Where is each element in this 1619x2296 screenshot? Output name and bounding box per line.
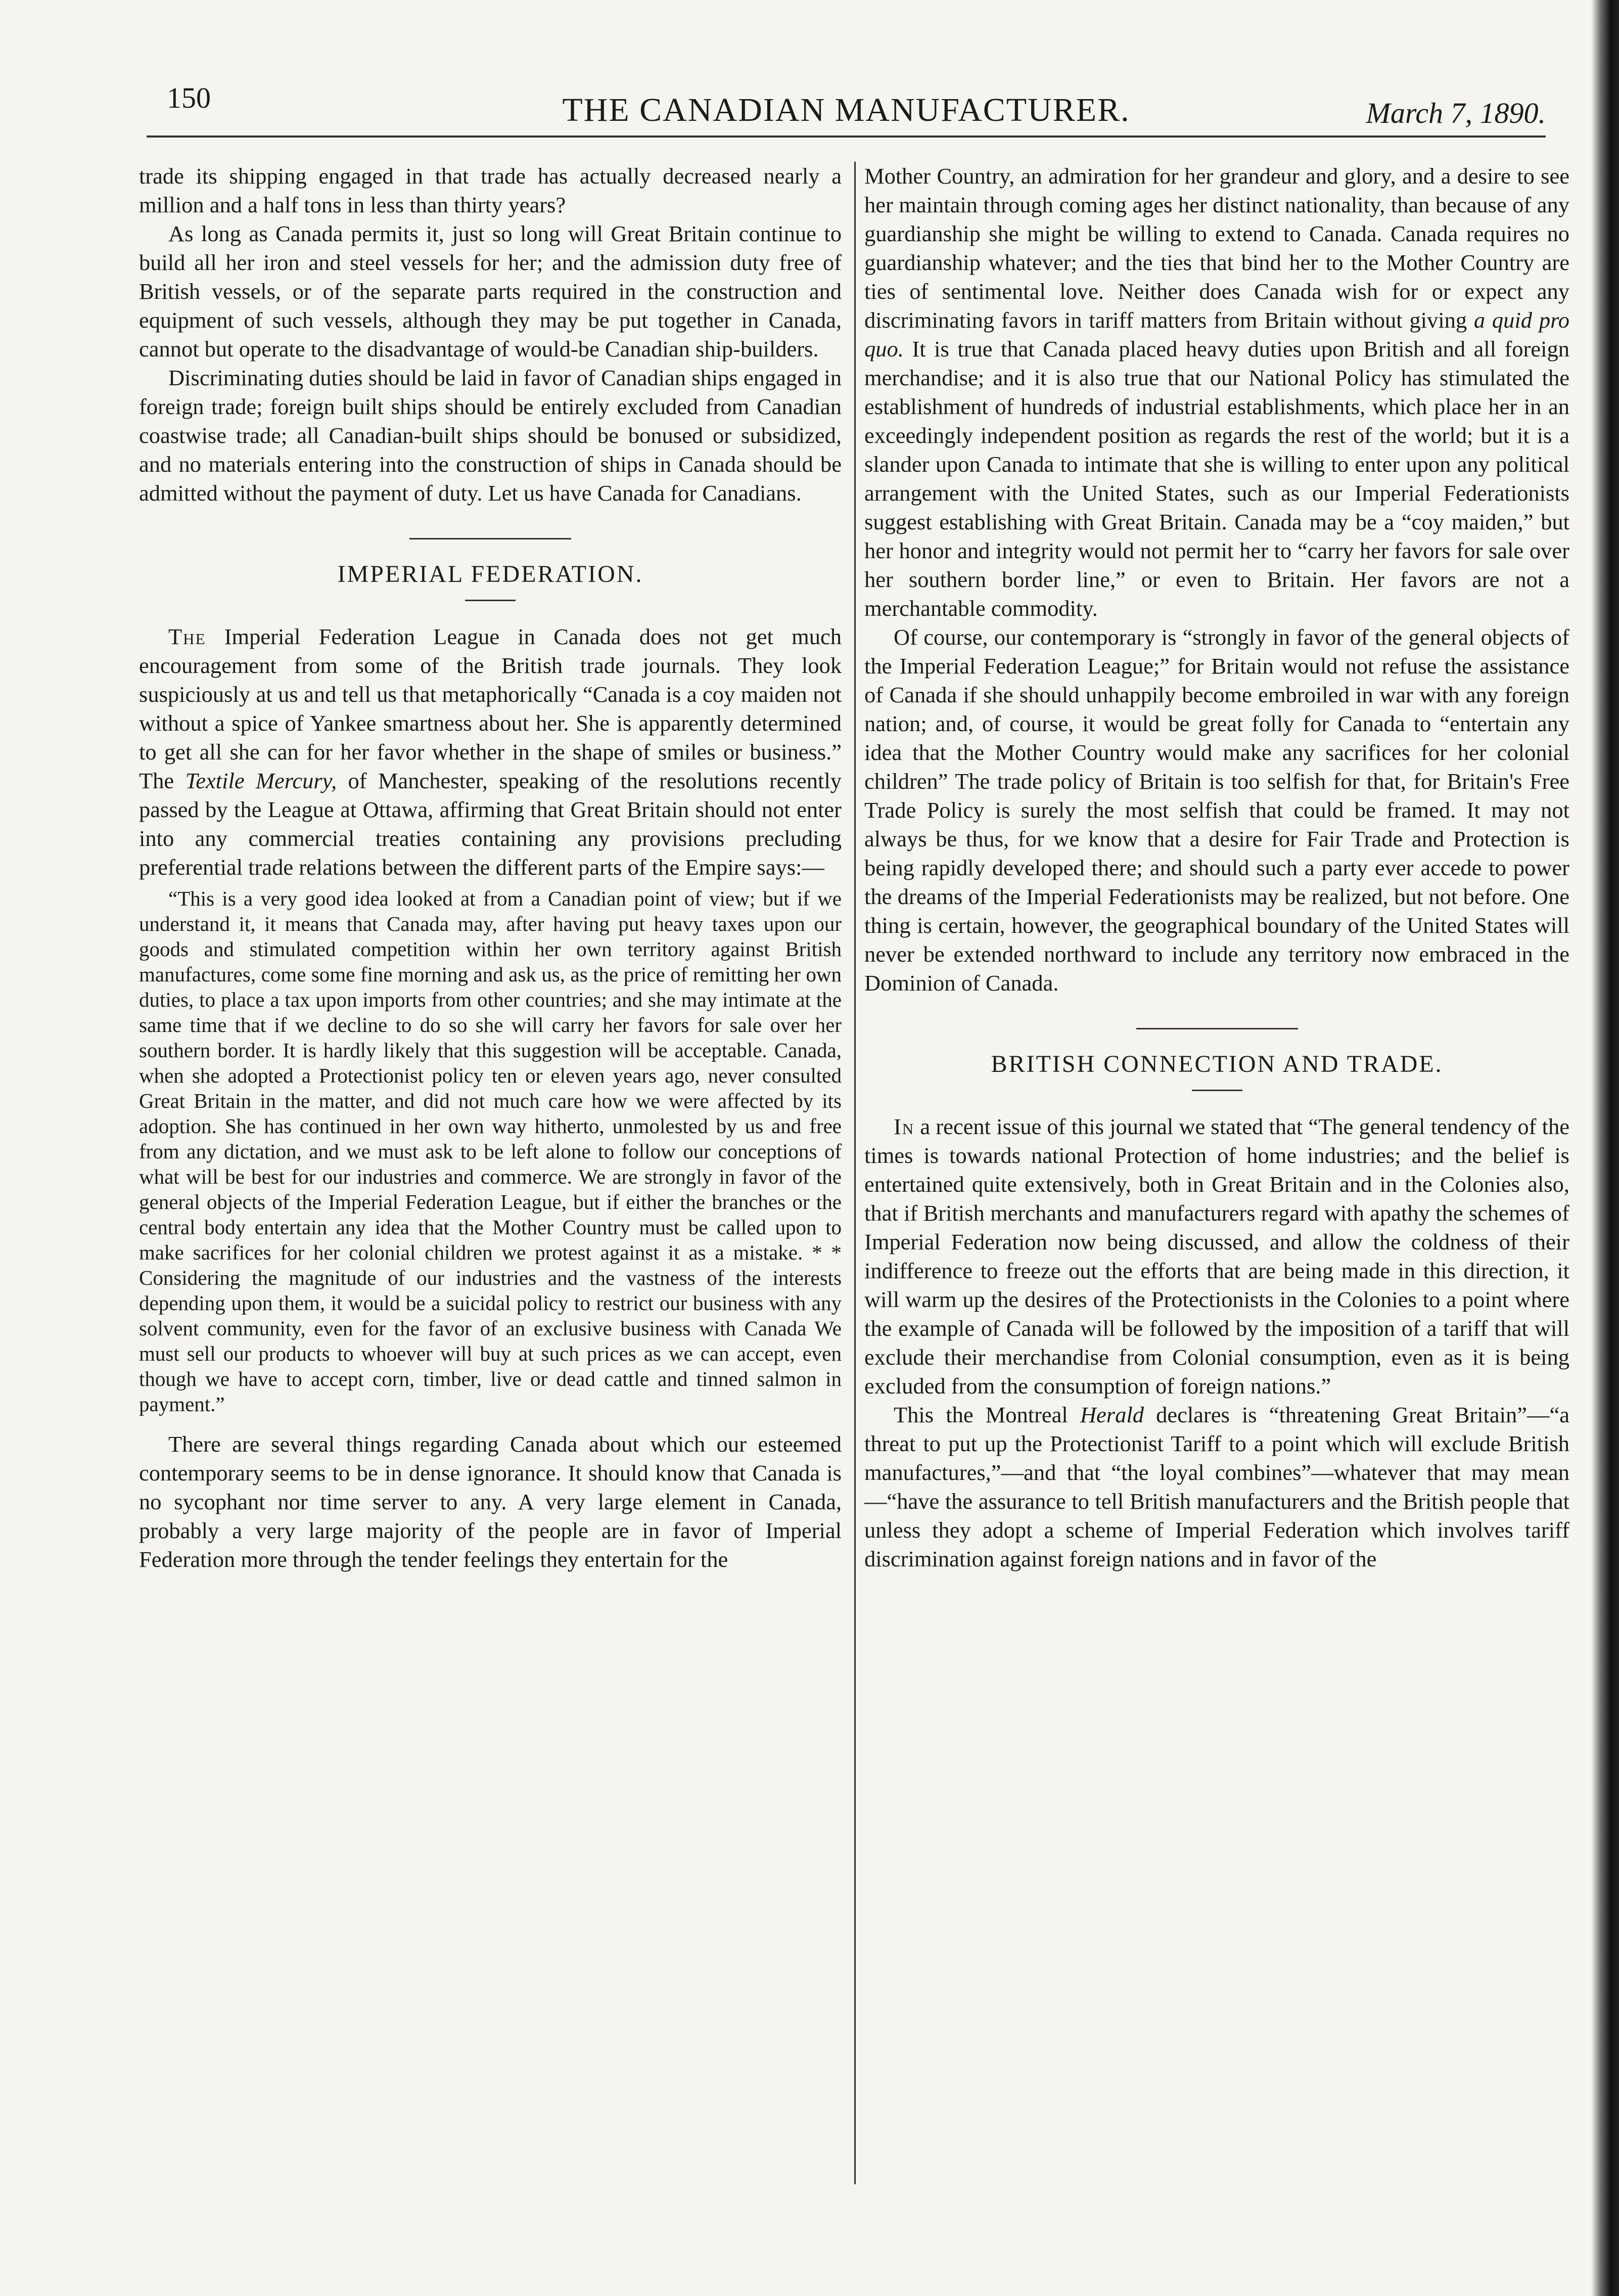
paragraph: trade its shipping engaged in that trade has actually decreased nearly a million and a half tons in less than thirty years?: [139, 163, 842, 217]
paragraph: [139, 622, 842, 882]
page-header: [147, 76, 1546, 152]
paragraph: [864, 1401, 1569, 1573]
paragraph: Of course, our contemporary is “strongly in favor of the general objects of the Imperial Federation League;” for Britain would not refuse the assistance of Canada if she should unhappily become embroiled in war with any foreign nation; and, of course, it would be great folly for Canada to “entertain any idea that the Mother Country would make any sacrifices for her colonial children” The trade policy of Britain is too selfish for that, for Britain's Free Trade Policy is surely the most selfish that could be framed. It may not always be thus, for we know that a desire for Fair Trade and Protection is being rapidly developed there; and should such a party ever accede to power the dreams of the Imperial Federationists may be realized, but not before. One thing is certain, however, the geographical boundary of the United States will never be extended northward to include any territory now embraced in the Dominion of Canada.: [864, 624, 1569, 996]
lead-word: The: [168, 624, 206, 649]
page-number: 150: [167, 81, 211, 114]
heading-rule: [1192, 1090, 1242, 1091]
section-separator: [1136, 1028, 1298, 1029]
publication-title: THE CANADIAN MANUFACTURER.: [562, 92, 1130, 128]
section-heading: BRITISH CONNECTION AND TRADE.: [991, 1051, 1443, 1077]
text-run: a recent issue of this journal we stated that “The general tendency of the times is towards national Protection of home industries; and the belief is entertained quite extensively, both in Great Britain and in the Colonies also, that if British merchants and manufacturers regard with apathy the schemes of Imperial Federation now being discussed, and allow the coldness of their indifference to freeze out the efforts that are being made in this direction, it will warm up the desires of the Protectionists in the Colonies to a point where the example of Canada will be followed by the imposition of a tariff that will exclude their merchandise from Colonial consumption, even as it is being excluded from the consumption of foreign nations.”: [864, 1114, 1569, 1399]
paragraph: [864, 1112, 1569, 1401]
text-run: It is true that Canada placed heavy duties upon British and all foreign merchandise; and it is also true that our National Policy has stimulated the establishment of hundreds of industrial establishments, which place her in an exceedingly independent position as regards the rest of the world; but it is a slander upon Canada to intimate that she is willing to enter upon any political arrangement with the United States, such as our Imperial Federationists suggest establishing with Great Britain. Canada may be a “coy maiden,” but her honor and integrity would not permit her to “carry her favors for sale over her southern border line,” or even to Britain. Her favors are not a merchantable commodity.: [864, 336, 1569, 621]
text-run: declares is “threatening Great Britain”—“a threat to put up the Protectionist Tariff to a point which will exclude British manufactures,”—and that “the loyal combines”—whatever that may mean—“have the assurance to tell British manufacturers and the British people that unless they adopt a scheme of Imperial Federation which involves tariff discrimination against foreign nations and in favor of the: [864, 1402, 1569, 1571]
publication-name: Herald: [1080, 1402, 1144, 1427]
left-column: [139, 162, 842, 1574]
section-separator: [409, 538, 571, 539]
right-column: [864, 162, 1569, 1573]
binding-edge: [1591, 0, 1619, 2296]
paragraph: Discriminating duties should be laid in favor of Canadian ships engaged in foreign trade; foreign built ships should be entirely excluded from Canadian coastwise trade; all Canadian-built ships should be bonused or subsidized, and no materials entering into the construction of ships in Canada should be admitted without the payment of duty. Let us have Canada for Canadians.: [139, 365, 842, 506]
text-run: This the Montreal: [894, 1402, 1080, 1427]
column-divider: [854, 162, 856, 2184]
paragraph: There are several things regarding Canada about which our esteemed contemporary seems to be in dense ignorance. It should know that Canada is no sycophant nor time server to any. A very large element in Canada, probably a very large majority of the people are in favor of Imperial Federation more through the tender feelings they entertain for the: [139, 1431, 842, 1572]
issue-date: March 7, 1890.: [1366, 97, 1546, 129]
block-quote: “This is a very good idea looked at from a Canadian point of view; but if we understand it, it means that Canada may, after having put heavy taxes upon our goods and stimulated competition within her own territory against British manufactures, come some fine morning and ask us, as the price of remitting her own duties, to place a tax upon imports from other countries; and she may intimate at the same time that if we decline to do so she will carry her favors for sale over her southern border. It is hardly likely that this suggestion will be acceptable. Canada, when she adopted a Protectionist policy ten or eleven years ago, never consulted Great Britain in the matter, and did not much care how we were affected by its adoption. She has continued in her own way hitherto, unmolested by us and free from any dictation, and we must ask to be left alone to follow our conceptions of what will be best for our industries and commerce. We are strongly in favor of the general objects of the Imperial Federation League, but if either the branches or the central body entertain any idea that the Mother Country must be called upon to make sacrifices for her colonial children we protest against it as a mistake. * * Considering the magnitude of our industries and the vastness of the interests depending upon them, it would be a suicidal policy to restrict our business with any solvent community, even for the favor of an exclusive business with Canada We must sell our products to whoever will buy at such prices as we can accept, even though we have to accept corn, timber, live or dead cattle and tinned salmon in payment.”: [139, 887, 842, 1416]
header-rule: [147, 136, 1546, 138]
publication-name: Textile Mercury,: [185, 768, 337, 793]
heading-rule: [465, 600, 516, 601]
text-run: Imperial Federation League in Canada does not get much encouragement from some of the British trade journals. They look suspiciously at us and tell us that metaphorically “Canada is a coy maiden not without a spice of Yankee smartness about her. She is apparently determined to get all she can for her favor whether in the shape of smiles or business.” The: [139, 624, 842, 793]
text-run: of Manchester, speaking of the resolutions recently passed by the League at Ottawa, affirming that Great Britain should not enter into any commercial treaties containing any provisions precluding preferential trade relations between the different parts of the Empire says:—: [139, 768, 842, 880]
paragraph: As long as Canada permits it, just so long will Great Britain continue to build all her iron and steel vessels for her; and the admission duty free of British vessels, or of the separate parts required in the construction and equipment of such vessels, although they may be put together in Canada, cannot but operate to the disadvantage of would-be Canadian ship-builders.: [139, 221, 842, 362]
paragraph: [864, 162, 1569, 623]
section-heading: IMPERIAL FEDERATION.: [337, 561, 643, 588]
text-run: Mother Country, an admiration for her grandeur and glory, and a desire to see her maintain through coming ages her distinct nationality, than because of any guardianship she might be willing to extend to Canada. Canada requires no guardianship whatever; and the ties that bind her to the Mother Country are ties of sentimental love. Neither does Canada wish for or expect any discriminating favors in tariff matters from Britain without giving: [864, 163, 1569, 333]
latin-phrase: a quid pro quo.: [864, 307, 1569, 362]
lead-word: In: [894, 1114, 915, 1139]
